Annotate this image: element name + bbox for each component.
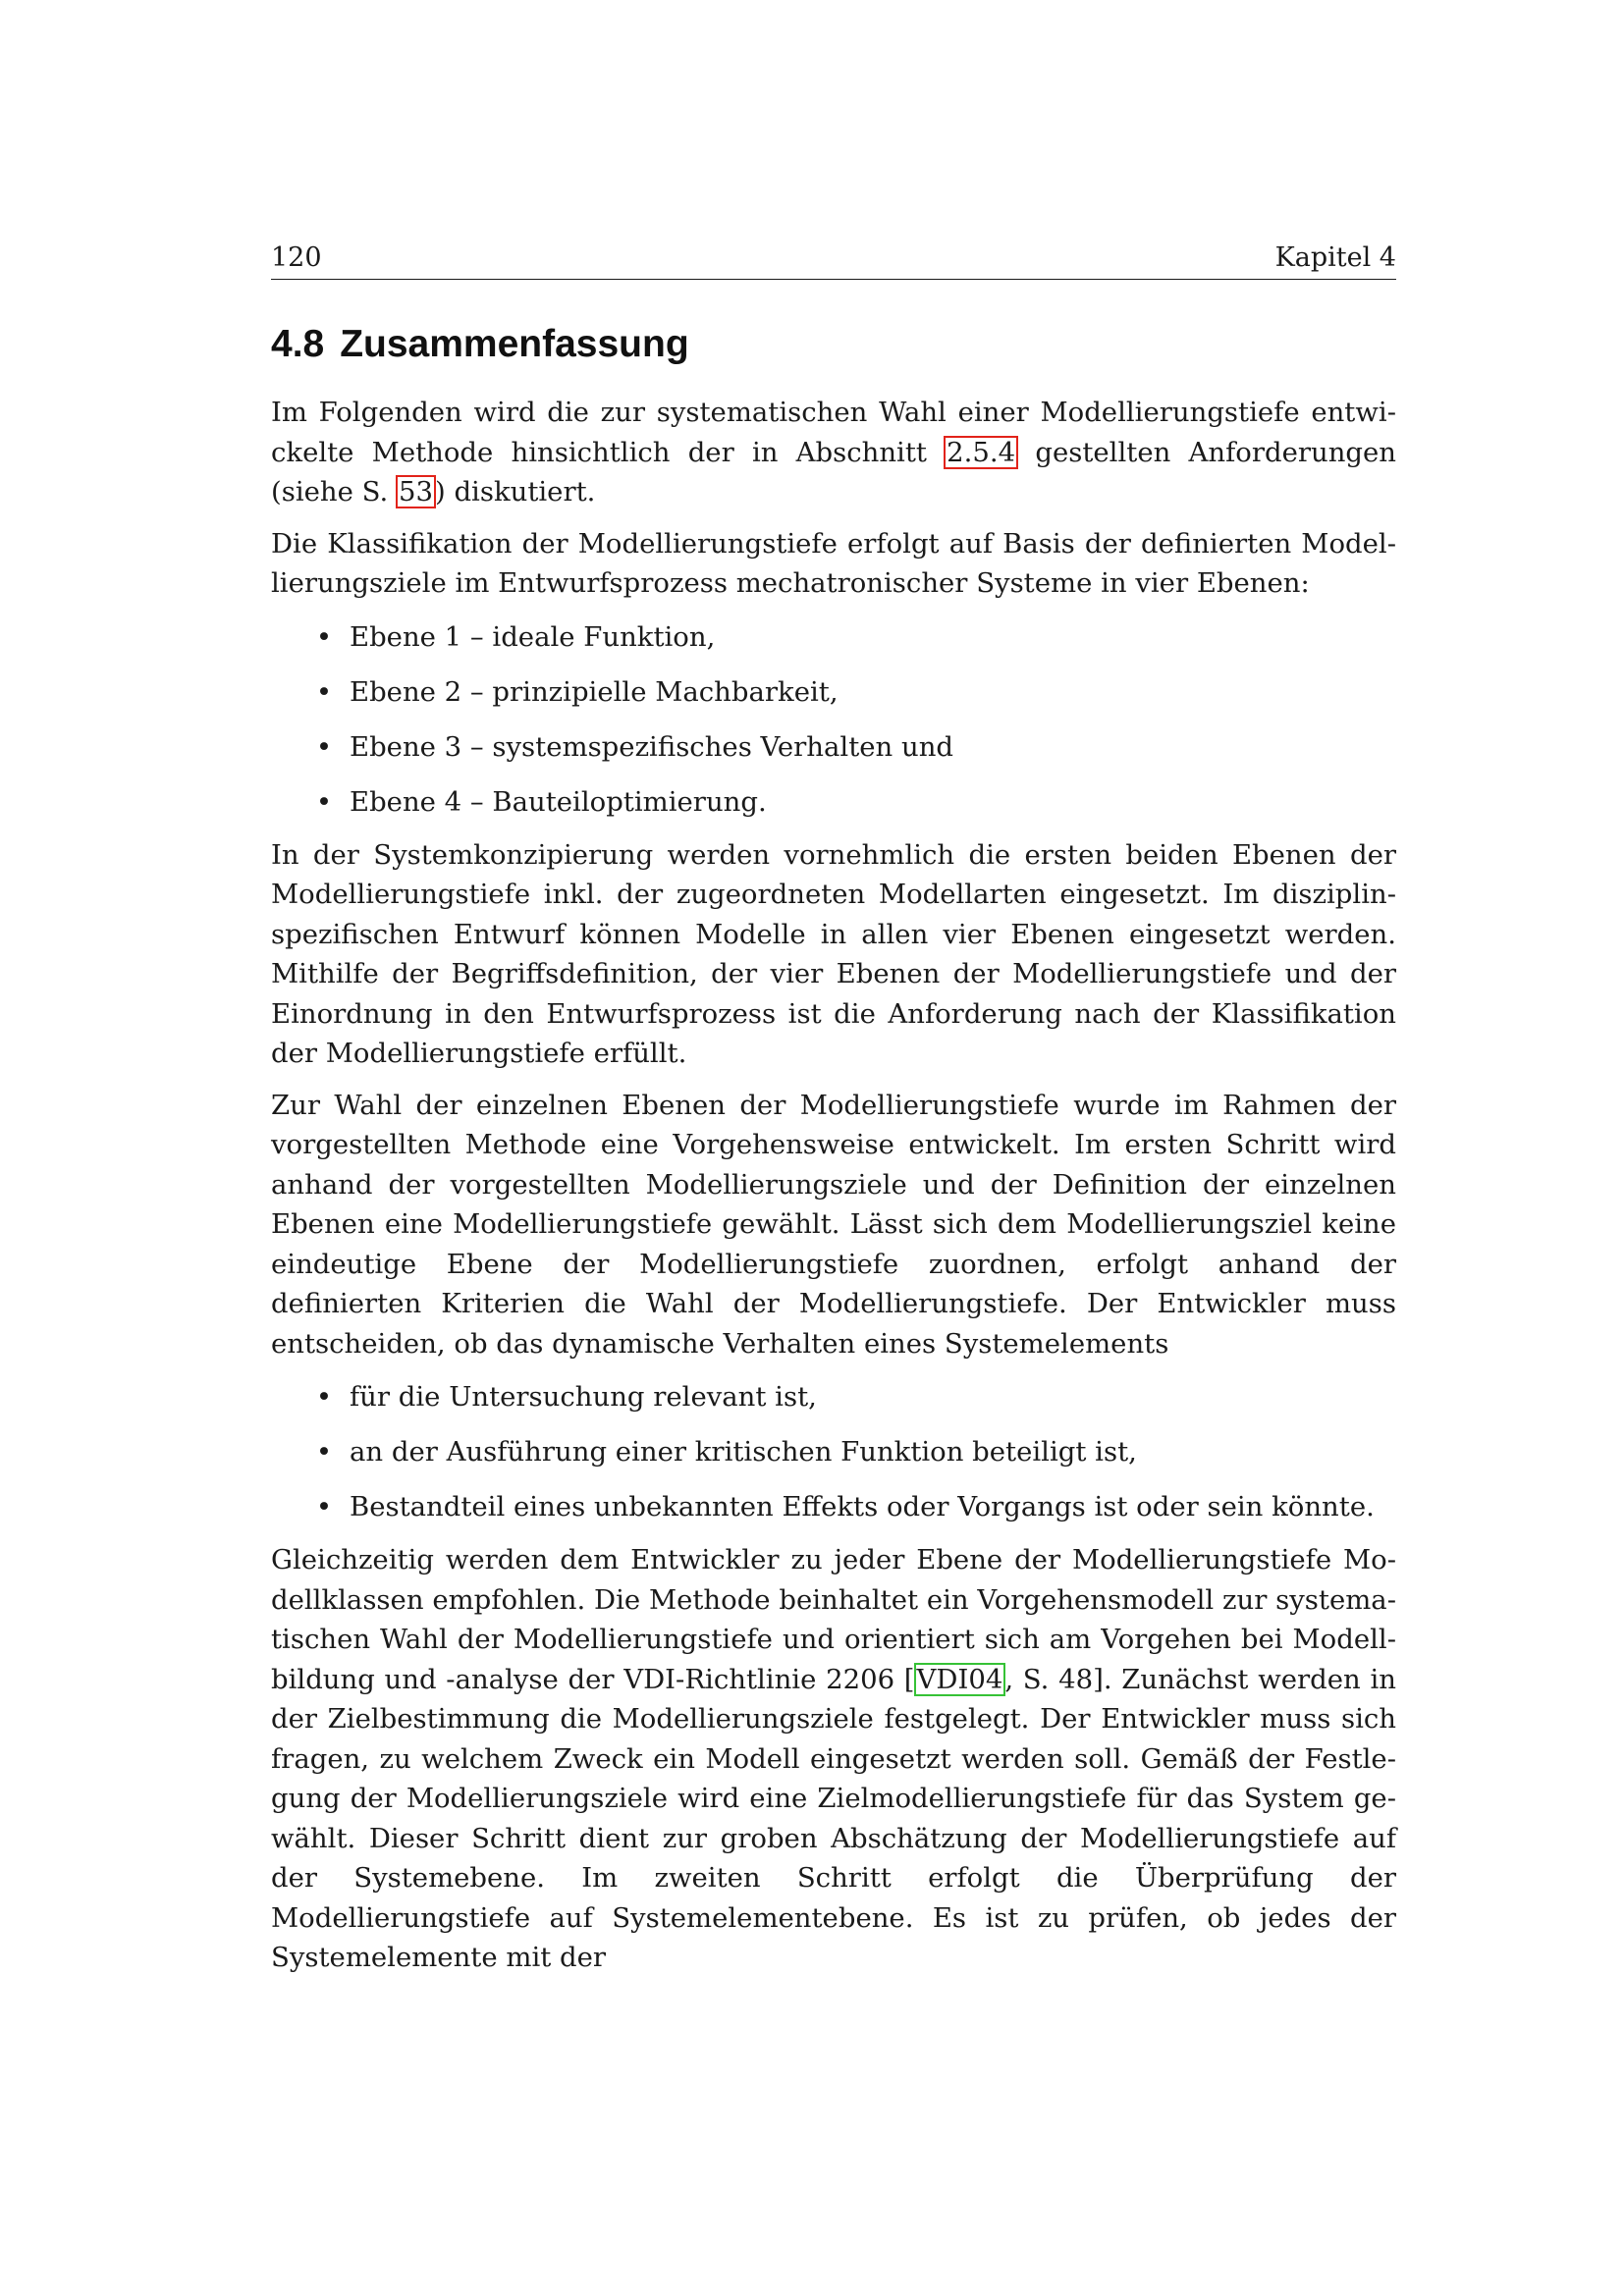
bullet-icon: • [315, 785, 333, 818]
paragraph-text: Im Folgenden wird die zur systematischen Wahl einer Modellierungstiefe entwickelte Methode hinsichtlich der in Abschnitt [271, 397, 1396, 468]
bullet-icon: • [315, 1381, 333, 1413]
paragraph-text: , S. 48]. Zunächst werden in der Zielbestimmung die Modellierungsziele festgelegt. Der Entwickler muss sich fragen, zu welchem Zweck ein Modell eingesetzt werden soll. Gemäß der Festlegung der Modellierungsziele wird eine Zielmodellierungstiefe für das System gewählt. Dieser Schritt dient zur groben Abschätzung der Modellierungstiefe auf der Systemebene. Im zweiten Schritt erfolgt die Überprüfung der Modellierungstiefe auf Systemelementebene. Es ist zu prüfen, ob jedes der Systemelemente mit der [271, 1663, 1396, 1973]
citation-link[interactable]: VDI04 [916, 1663, 1003, 1695]
section-reference-link[interactable]: 2.5.4 [947, 436, 1016, 468]
section-number: 4.8 [271, 323, 325, 365]
page-number: 120 [271, 242, 322, 273]
list-item-text: Ebene 1 – ideale Funktion, [350, 620, 716, 653]
list-item [314, 727, 1396, 767]
list-item [314, 782, 1396, 822]
level-list [271, 617, 1396, 822]
section-heading [271, 322, 1396, 367]
bullet-icon: • [315, 730, 333, 763]
bullet-icon: • [315, 1491, 333, 1522]
paragraph-text: Gleichzeitig werden dem Entwickler zu jeder Ebene der Modellierungstiefe Modellklassen empfohlen. Die Methode beinhaltet ein Vorgehensmodell zur systematischen Wahl der Modellierungstiefe und orientiert sich am Vorgehen bei Modellbildung und -analyse der VDI-Richtlinie 2206 [ [271, 1544, 1396, 1695]
paragraph-system-design: In der Systemkonzipierung werden vornehmlich die ersten beiden Ebenen der Modellierungstiefe inkl. der zugeordneten Modellarten eingesetzt. Im disziplinspezifischen Entwurf können Modelle in allen vier Ebenen eingesetzt werden. Mithilfe der Begriffsdefinition, der vier Ebenen der Modellierungstiefe und der Einordnung in den Entwurfsprozess ist die Anforderung nach der Klassifikation der Modellierungstiefe erfüllt. [271, 838, 1396, 1069]
list-item-text: für die Untersuchung relevant ist, [350, 1381, 817, 1413]
list-item-text: Ebene 3 – systemspezifisches Verhalten und [350, 730, 954, 763]
bullet-icon: • [315, 675, 333, 708]
paragraph-intro [271, 393, 1396, 512]
list-item-text: Ebene 2 – prinzipielle Machbarkeit, [350, 675, 839, 708]
list-item [314, 617, 1396, 657]
page-reference-link[interactable]: 53 [398, 476, 433, 507]
section-title: Zusammenfassung [340, 323, 689, 365]
list-item [314, 672, 1396, 712]
paragraph-classification: Die Klassifikation der Modellierungstiefe erfolgt auf Basis der definierten Modellierungsziele im Entwurfsprozess mechatronischer Systeme in vier Ebenen: [271, 527, 1396, 599]
list-item-text: Bestandteil eines unbekannten Effekts oder Vorgangs ist oder sein könnte. [350, 1491, 1375, 1522]
list-item [314, 1487, 1396, 1526]
running-header [271, 241, 1396, 280]
list-item [314, 1377, 1396, 1416]
paragraph-text: gestellten Anforderungen (siehe S. [271, 436, 1397, 507]
paragraph-text: ) diskutiert. [434, 476, 596, 507]
list-item-text: Ebene 4 – Bauteiloptimierung. [350, 785, 767, 818]
paragraph-procedure: Zur Wahl der einzelnen Ebenen der Modellierungstiefe wurde im Rahmen der vorgestellten Methode eine Vorgehensweise entwickelt. Im ersten Schritt wird anhand der vorgestellten Modellierungsziele und der Definition der einzelnen Ebenen eine Modellierungstiefe gewählt. Lässt sich dem Modellierungsziel keine eindeutige Ebene der Modellierungstiefe zuordnen, erfolgt anhand der definierten Kriterien die Wahl der Modellierungstiefe. Der Entwickler muss entscheiden, ob das dynamische Verhalten eines Systemelements [271, 1089, 1396, 1360]
document-page [271, 241, 1396, 1990]
bullet-icon: • [315, 1436, 333, 1468]
list-item [314, 1432, 1396, 1471]
bullet-icon: • [315, 620, 333, 653]
criteria-list [271, 1377, 1396, 1526]
paragraph-model-classes [271, 1540, 1396, 1978]
chapter-label: Kapitel 4 [1274, 242, 1396, 273]
list-item-text: an der Ausführung einer kritischen Funktion beteiligt ist, [350, 1436, 1137, 1468]
